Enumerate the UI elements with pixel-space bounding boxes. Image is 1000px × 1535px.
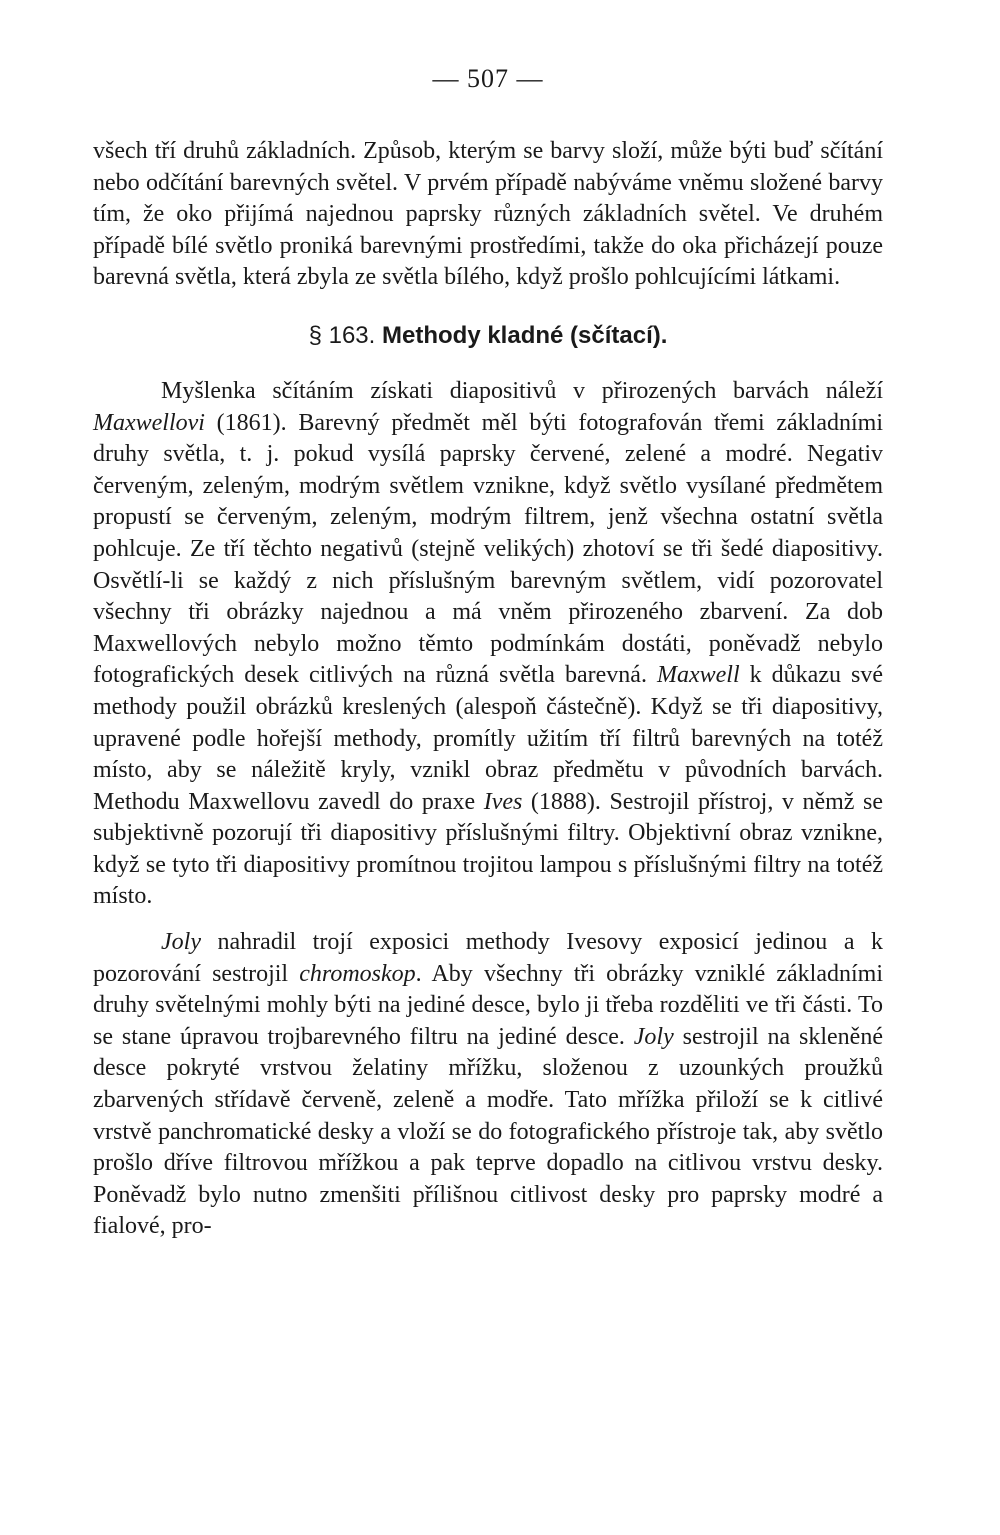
page-number: — 507 —	[432, 64, 544, 93]
section-heading	[93, 320, 883, 352]
name-joly: Joly	[633, 1023, 674, 1050]
name-maxwell: Maxwell	[656, 662, 740, 689]
text-run: k důkazu své methody použil obrázků kreslených (alespoň částečně). Když se tři diapositivy, upravené podle hořejší methody, promítly užitím tří filtrů barevných na totéž místo, aby se náležitě kryly, vznikl obraz předmětu v původních barvách. Methodu Maxwellovu zavedl do praxe	[93, 662, 883, 815]
paragraph-joly	[93, 927, 883, 1243]
text-run: Myšlenka sčítáním získati diapositivů v přirozených barvách náleží	[161, 377, 883, 404]
book-page	[93, 62, 883, 1243]
paragraph-intro: všech tří druhů základních. Způsob, kterým se barvy složí, může býti buď sčítání nebo odčítání barevných světel. V prvém případě nabýváme vněmu složené barvy tím, že oko přijímá najednou paprsky různých základních světel. Ve druhém případě bílé světlo proniká barevnými prostředími, takže do oka přicházejí pouze barevná světla, která zbyla ze světla bílého, když prošlo pohlcujícími látkami.	[93, 138, 883, 291]
text-run: . Aby všechny tři obrázky vzniklé základními druhy světelnými mohly býti na jediné desce, bylo ji třeba rozděliti ve tři části. To se stane úpravou trojbarevného filtru na jediné desce.	[93, 960, 884, 1050]
name-joly: Joly	[161, 929, 201, 956]
text-run: (1888). Sestrojil přístroj, v němž se subjektivně pozorují tři diapositivy příslušnými filtry. Objektivní obraz vznikne, když se tyto tři diapositivy promítnou trojitou lampou s příslušnými filtry na totéž místo.	[93, 788, 883, 910]
section-number: § 163.	[308, 321, 376, 349]
section-title: Methody kladné (sčítací).	[382, 321, 668, 349]
name-ives: Ives	[483, 788, 523, 815]
text-run: nahradil trojí exposici methody Ivesovy exposicí jedinou a k pozorování sestrojil	[93, 929, 883, 987]
term-chromoskop: chromoskop	[299, 960, 416, 987]
name-maxwellovi: Maxwellovi	[93, 409, 205, 436]
text-run: sestrojil na skleněné desce pokryté vrstvou želatiny mřížku, složenou z uzounkých proužků zbarvených střídavě červeně, zeleně a modře. Tato mřížka přiloží se k citlivé vrstvě panchromatické desky a vloží se do fotografického přístroje tak, aby světlo prošlo dříve filtrovou mřížkou a pak teprve dopadlo na citlivou vrstvu desky. Poněvadž bylo nutno zmenšiti přílišnou citlivost desky pro paprsky modré a fialové, pro-	[93, 1023, 883, 1240]
text-run: (1861). Barevný předmět měl býti fotografován třemi základními druhy světla, t. j. pokud vysílá paprsky červené, zelené a modré. Negativ červeným, zeleným, modrým světlem vznikne, když světlo vysílané předmětem propustí se červeným, zeleným, modrým filtrem, jenž všechna ostatní světla pohlcuje. Ze tří těchto negativů (stejně velikých) zhotoví se tři šedé diapositivy. Osvětlí-li se každý z nich příslušným barevným světlem, vidí pozorovatel všechny tři obrázky najednou a má vněm přirozeného zbarvení. Za dob Maxwellových nebylo možno těmto podmínkám dostáti, poněvadž nebylo fotografických desek citlivých na různá světla barevná.	[93, 409, 883, 689]
paragraph-maxwell	[93, 376, 883, 913]
